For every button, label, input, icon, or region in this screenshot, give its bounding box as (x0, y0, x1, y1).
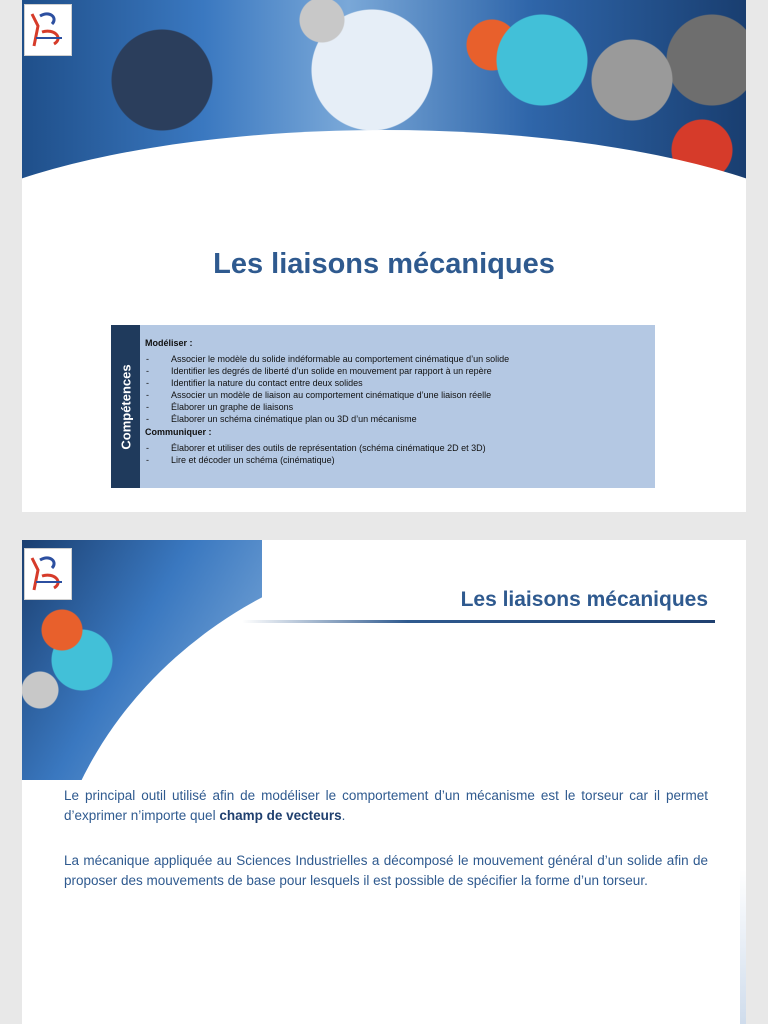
slide-2 (22, 540, 746, 1024)
competence-list-modeliser (145, 353, 509, 425)
competences-label-text: Compétences (118, 363, 133, 450)
competence-item: - Identifier les degrés de liberté d’un solide en mouvement par rapport à un repère (145, 365, 509, 377)
slide-title: Les liaisons mécaniques (213, 248, 555, 280)
corner-white-curve (44, 540, 746, 1024)
paragraph-text: Le principal outil utilisé afin de modéliser le comportement d’un mécanisme est le torseur car il permet d’exprimer n’importe quel (64, 788, 708, 823)
competence-item: - Élaborer et utiliser des outils de représentation (schéma cinématique 2D et 3D) (145, 442, 509, 454)
competence-list-communiquer (145, 442, 509, 466)
logo-icon (28, 552, 68, 596)
competence-item: - Associer le modèle du solide indéformable au comportement cinématique d’un solide (145, 353, 509, 365)
school-logo (24, 548, 72, 600)
competences-box (111, 325, 655, 488)
competence-item: - Élaborer un schéma cinématique plan ou 3D d’un mécanisme (145, 413, 509, 425)
competence-item: - Identifier la nature du contact entre deux solides (145, 377, 509, 389)
competence-item: - Associer un modèle de liaison au comportement cinématique d’une liaison réelle (145, 389, 509, 401)
paragraph-mouvements: La mécanique appliquée au Sciences Industrielles a décomposé le mouvement général d’un solide afin de proposer des mouvements de base pour lesquels il est possible de spécifier la forme d’un torseur. (64, 853, 708, 888)
slide-1 (22, 0, 746, 512)
bold-term: champ de vecteurs (219, 808, 342, 823)
competence-item: - Élaborer un graphe de liaisons (145, 401, 509, 413)
slide-title: Les liaisons mécaniques (460, 588, 708, 611)
paragraph-text-end: . (341, 808, 346, 823)
paragraph-torseur (64, 786, 708, 826)
logo-icon (28, 8, 68, 52)
corner-decoration-image (22, 540, 262, 780)
title-underline (242, 620, 715, 623)
competences-side-label (111, 325, 140, 488)
competence-heading-modeliser: Modéliser : (145, 338, 193, 348)
header-banner-image (22, 0, 746, 200)
competences-content (140, 325, 515, 488)
school-logo (24, 4, 72, 56)
competence-heading-communiquer: Communiquer : (145, 427, 212, 437)
right-edge-decoration (740, 870, 746, 1024)
competence-item: - Lire et décoder un schéma (cinématique) (145, 454, 509, 466)
